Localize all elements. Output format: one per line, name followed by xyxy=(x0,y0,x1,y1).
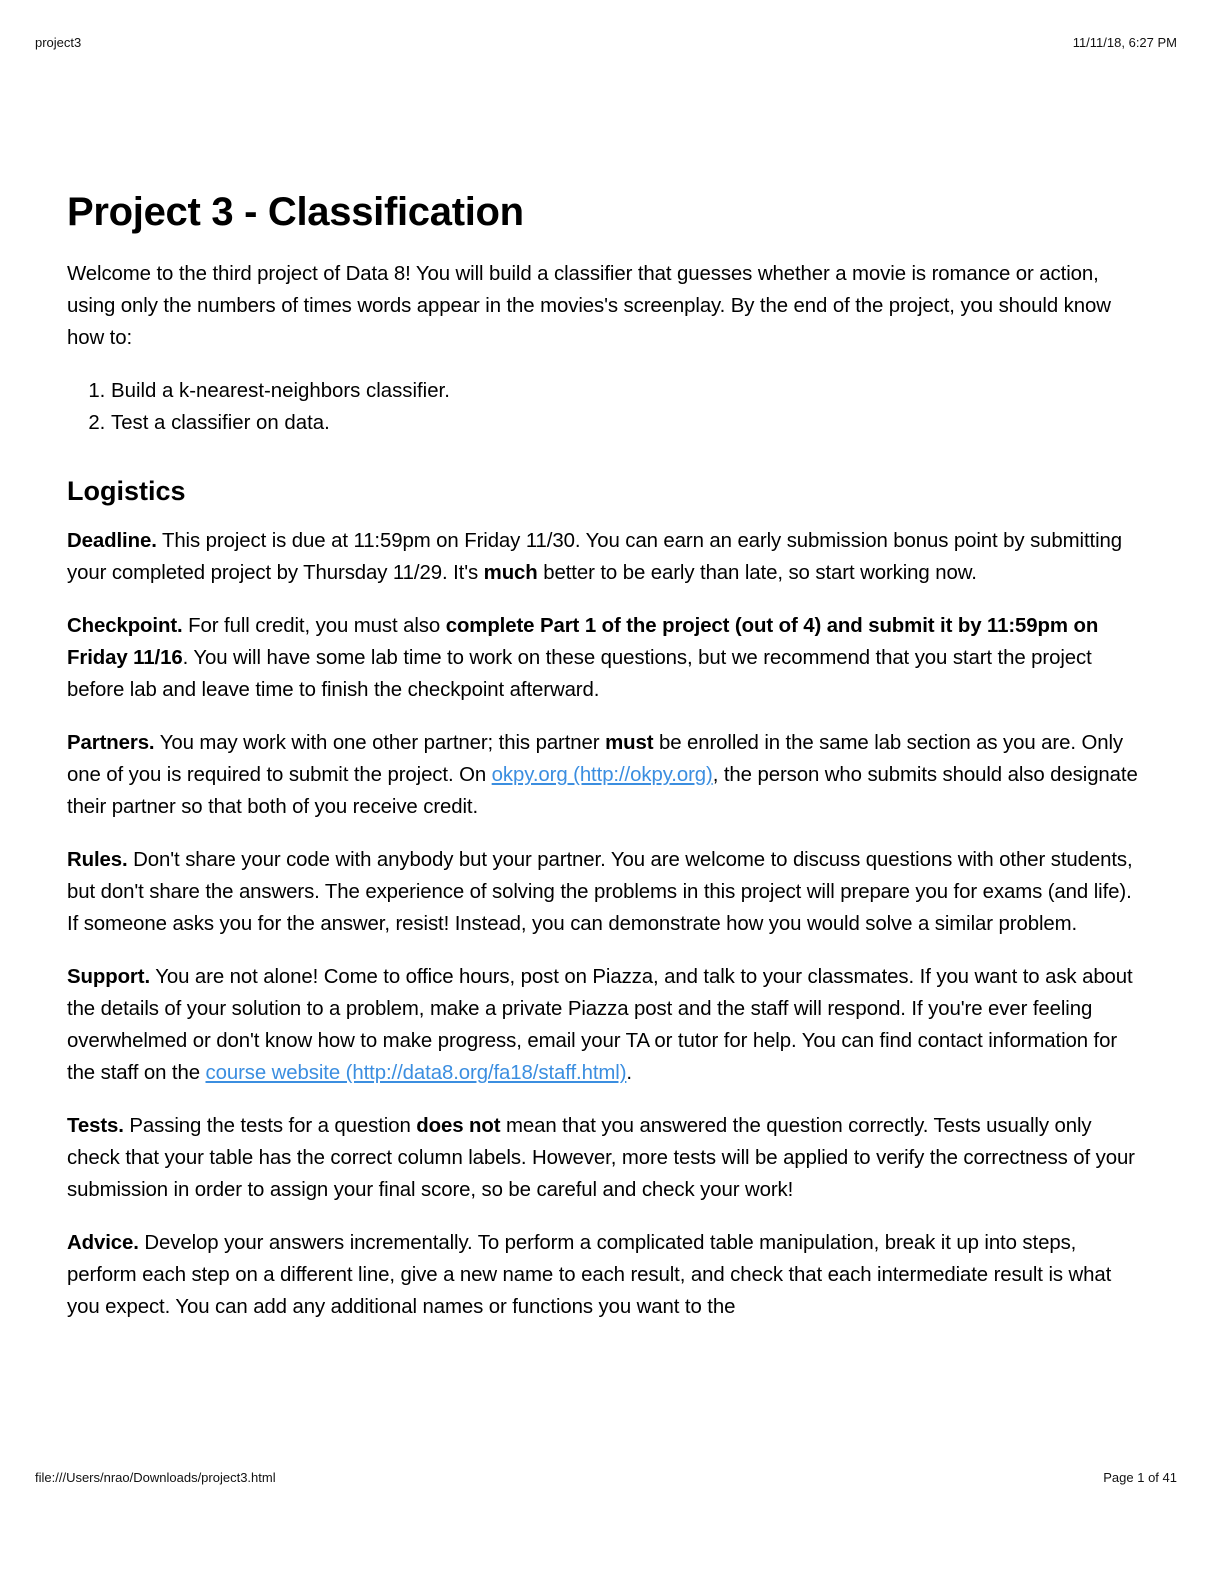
page-title: Project 3 - Classification xyxy=(67,190,524,234)
deadline-text-end: better to be early than late, so start working now. xyxy=(537,562,977,584)
partners-text-end: , the person who submits should also designate their partner so that both of you receive credit. xyxy=(67,764,1138,818)
intro-paragraph: Welcome to the third project of Data 8! You will build a classifier that guesses whether a movie is romance or action, using only the numbers of times words appear in the movies's screenplay. By the end of the project, you should know how to: xyxy=(67,263,1111,349)
partners-paragraph xyxy=(67,727,1147,823)
partners-label: Partners. xyxy=(67,732,155,754)
deadline-paragraph xyxy=(67,525,1147,589)
goal-item: 2. Test a classifier on data. xyxy=(111,407,1147,439)
support-paragraph xyxy=(67,961,1147,1089)
advice-paragraph xyxy=(67,1227,1147,1323)
advice-text: Develop your answers incrementally. To perform a complicated table manipulation, break it up into steps, perform each step on a different line, give a new name to each result, and check that each intermediate result is what you expect. You can add any additional names or functions you want to the xyxy=(67,1232,1112,1318)
partners-text-mid: be enrolled in the same lab section as you are. Only one of you is required to submit the project. On xyxy=(67,732,1124,786)
checkpoint-label: Checkpoint. xyxy=(67,615,183,637)
course-website-link[interactable]: course website (http://data8.org/fa18/staff.html) xyxy=(205,1062,627,1084)
checkpoint-emphasis: complete Part 1 of the project (out of 4) and submit it by 11:59pm on Friday 11/16 xyxy=(67,615,1099,669)
print-header-timestamp: 11/11/18, 6:27 PM xyxy=(1072,35,1177,50)
deadline-text: This project is due at 11:59pm on Friday 11/30. You can earn an early submission bonus point by submitting your completed project by Thursday 11/29. It's xyxy=(67,530,1122,584)
goal-item: 1. Build a k-nearest-neighbors classifier. xyxy=(111,375,1147,407)
print-header-title: project3 xyxy=(35,35,82,50)
tests-label: Tests. xyxy=(67,1115,124,1137)
deadline-label: Deadline. xyxy=(67,530,157,552)
print-footer-page-number: Page 1 of 41 xyxy=(1103,1470,1177,1485)
support-text: You are not alone! Come to office hours, post on Piazza, and talk to your classmates. If you want to ask about the details of your solution to a problem, make a private Piazza post and the staff will respond. If you're ever feeling overwhelmed or don't know how to make progress, email your TA or tutor for help. You can find contact information for the staff on the xyxy=(67,966,1133,1084)
rules-paragraph xyxy=(67,844,1147,940)
rules-label: Rules. xyxy=(67,849,128,871)
tests-emphasis: does not xyxy=(416,1115,501,1137)
tests-paragraph xyxy=(67,1110,1147,1206)
print-footer xyxy=(35,1470,1177,1488)
deadline-emphasis: much xyxy=(483,562,538,584)
support-label: Support. xyxy=(67,966,151,988)
tests-text-end: mean that you answered the question correctly. Tests usually only check that your table has the correct column labels. However, more tests will be applied to verify the correctness of your submission in order to assign your final score, so be careful and check your work! xyxy=(67,1115,1135,1201)
document-body xyxy=(67,186,1147,1344)
logistics-heading: Logistics xyxy=(67,476,186,506)
rules-text: Don't share your code with anybody but your partner. You are welcome to discuss questions with other students, but don't share the answers. The experience of solving the problems in this project will prepare you for exams (and life). If someone asks you for the answer, resist! Instead, you can demonstrate how you would solve a similar problem. xyxy=(67,849,1133,935)
checkpoint-text: For full credit, you must also xyxy=(182,615,446,637)
goals-list xyxy=(67,375,1147,439)
print-header xyxy=(35,35,1177,53)
partners-emphasis: must xyxy=(605,732,654,754)
advice-label: Advice. xyxy=(67,1232,139,1254)
checkpoint-paragraph xyxy=(67,610,1147,706)
okpy-link[interactable]: okpy.org (http://okpy.org) xyxy=(491,764,713,786)
partners-text: You may work with one other partner; this partner xyxy=(154,732,606,754)
tests-text: Passing the tests for a question xyxy=(123,1115,417,1137)
checkpoint-text-end: . You will have some lab time to work on these questions, but we recommend that you start the project before lab and leave time to finish the checkpoint afterward. xyxy=(67,647,1092,701)
print-footer-path: file:///Users/nrao/Downloads/project3.html xyxy=(35,1470,276,1485)
support-text-end: . xyxy=(626,1062,632,1084)
